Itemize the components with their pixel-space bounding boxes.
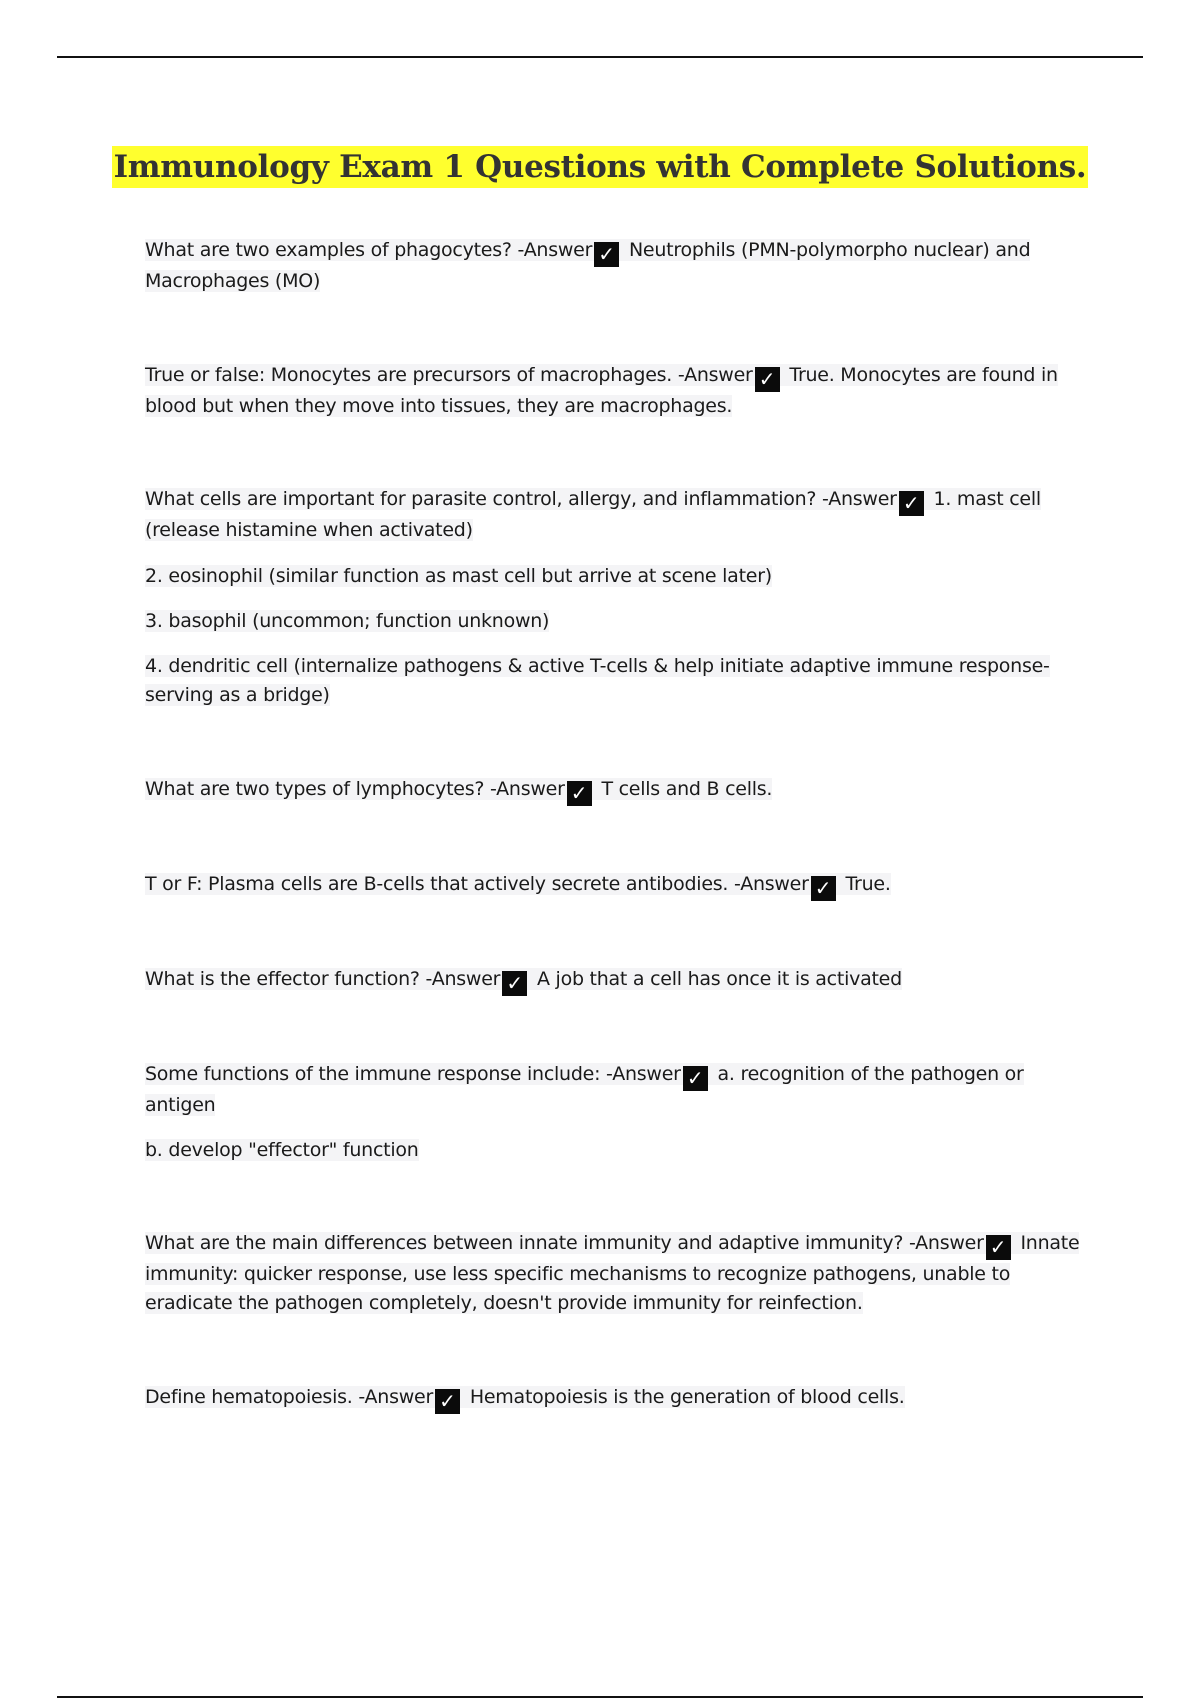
check-icon: ✓ [435, 1389, 460, 1414]
qa-text [145, 488, 1041, 541]
answer-list-item: 3. basophil (uncommon; function unknown) [145, 610, 550, 632]
answer-text: True. Monocytes are found in blood but when they move into tissues, they are macrophages. [145, 364, 1058, 417]
question-text: Some functions of the immune response include: [145, 1063, 601, 1085]
question-text: What cells are important for parasite control, allergy, and inflammation? [145, 488, 817, 510]
question-text: What are the main differences between innate immunity and adaptive immunity? [145, 1232, 904, 1254]
answer-label: -Answer [908, 1232, 984, 1254]
question-text: What are two examples of phagocytes? [145, 239, 512, 261]
answer-text: 1. mast cell (release histamine when activated) [145, 488, 1041, 541]
question-text: What is the effector function? [145, 968, 420, 990]
qa-text [145, 968, 902, 995]
check-icon: ✓ [899, 491, 924, 516]
answer-list-item: b. develop "effector" function [145, 1139, 419, 1161]
answer-label: -Answer [606, 1063, 681, 1085]
qa-text [145, 1232, 1079, 1314]
qa-item-3 [145, 485, 1080, 710]
answer-label: -Answer [358, 1386, 434, 1408]
qa-item-5 [145, 870, 1080, 901]
answer-text: Hematopoiesis is the generation of blood cells. [469, 1386, 905, 1408]
answer-list-item: 2. eosinophil (similar function as mast cell but arrive at scene later) [145, 565, 772, 587]
qa-text [145, 873, 891, 900]
check-icon: ✓ [811, 876, 836, 901]
qa-item-9 [145, 1383, 1080, 1414]
check-icon: ✓ [683, 1066, 708, 1091]
qa-item-6 [145, 965, 1080, 996]
question-text: True or false: Monocytes are precursors of macrophages. [145, 364, 673, 386]
check-icon: ✓ [986, 1235, 1011, 1260]
qa-item-8 [145, 1229, 1080, 1318]
qa-text [145, 239, 1030, 292]
answer-text: Neutrophils (PMN-polymorpho nuclear) and Macrophages (MO) [145, 239, 1031, 292]
qa-text [145, 778, 773, 805]
check-icon: ✓ [567, 781, 592, 806]
answer-label: -Answer [677, 364, 753, 386]
answer-text: Innate immunity: quicker response, use less specific mechanisms to recognize pathogens, unable to eradicate the pathogen completely, doesn't provide immunity for reinfection. [145, 1232, 1080, 1314]
answer-text: True. [845, 873, 891, 895]
answer-label: -Answer [517, 239, 593, 261]
question-text: T or F: Plasma cells are B-cells that actively secrete antibodies. [145, 873, 729, 895]
answer-list-item: 4. dendritic cell (internalize pathogens & active T-cells & help initiate adaptive immune response-serving as a bridge) [145, 655, 1050, 706]
answer-text: T cells and B cells. [601, 778, 773, 800]
answer-label: -Answer [822, 488, 897, 510]
question-text: What are two types of lymphocytes? [145, 778, 485, 800]
qa-item-7 [145, 1060, 1080, 1165]
qa-item-1 [145, 236, 1080, 296]
qa-item-2 [145, 361, 1080, 421]
title-block [0, 146, 1200, 188]
footer-rule [57, 1696, 1143, 1698]
document-title: Immunology Exam 1 Questions with Complete Solutions. [112, 146, 1089, 188]
answer-text: A job that a cell has once it is activated [537, 968, 902, 990]
answer-text: a. recognition of the pathogen or antigen [145, 1063, 1024, 1116]
check-icon: ✓ [755, 367, 780, 392]
check-icon: ✓ [502, 971, 527, 996]
qa-item-4 [145, 775, 1080, 806]
answer-label: -Answer [489, 778, 565, 800]
answer-label: -Answer [734, 873, 809, 895]
header-rule [57, 56, 1143, 58]
question-text: Define hematopoiesis. [145, 1386, 353, 1408]
qa-text [145, 1063, 1024, 1116]
qa-text [145, 364, 1058, 417]
qa-text [145, 1386, 905, 1413]
answer-label: -Answer [425, 968, 501, 990]
check-icon: ✓ [594, 242, 619, 267]
